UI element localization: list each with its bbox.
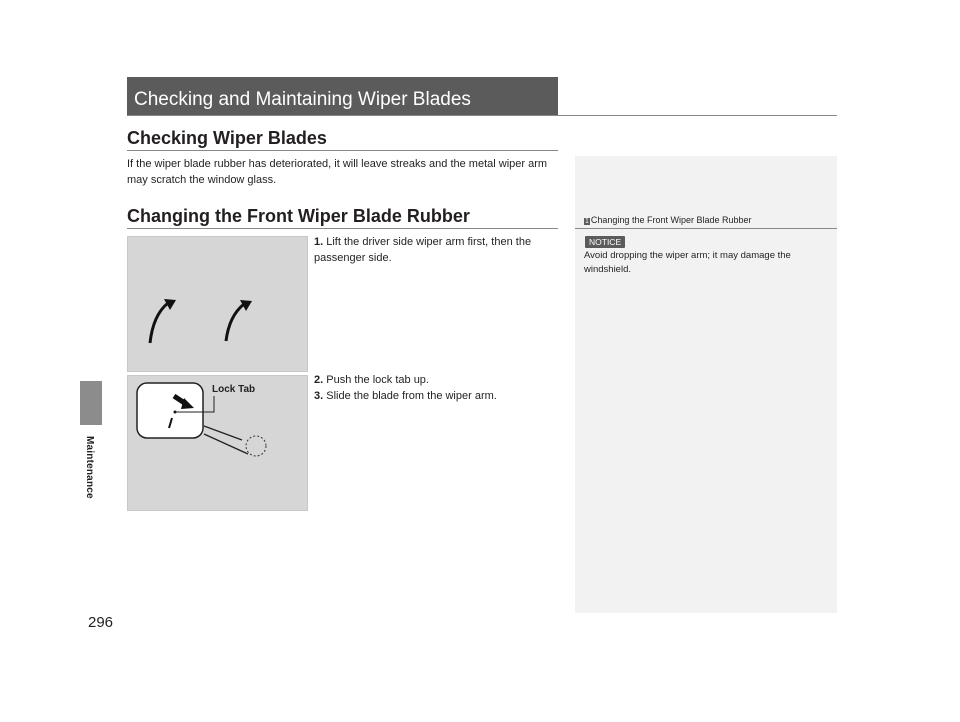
notice-badge: NOTICE xyxy=(585,236,625,248)
header-rule xyxy=(127,115,837,116)
sidebar-note-title xyxy=(584,215,752,225)
page-title: Checking and Maintaining Wiper Blades xyxy=(134,89,471,110)
lock-tab-drawing xyxy=(128,376,307,510)
step-text: Lift the driver side wiper arm first, then the passenger side. xyxy=(314,236,532,264)
step-3 xyxy=(314,388,560,404)
sidebar-note-text: Avoid dropping the wiper arm; it may damage the windshield. xyxy=(584,250,791,275)
step-text: Slide the blade from the wiper arm. xyxy=(326,390,497,402)
section-title-checking: Checking Wiper Blades xyxy=(127,128,327,148)
sidebar-note-title-text: Changing the Front Wiper Blade Rubber xyxy=(590,215,752,225)
wiper-arms-drawing xyxy=(128,237,307,371)
chapter-label: Maintenance xyxy=(84,436,95,499)
lock-tab-callout: Lock Tab xyxy=(212,384,256,395)
step-number: 2. xyxy=(314,374,324,386)
reference-icon: 1 xyxy=(585,218,589,225)
page-number: 296 xyxy=(88,614,114,631)
sidebar-note-rule xyxy=(575,228,837,229)
step-number: 3. xyxy=(314,390,324,402)
lock-tab-illustration xyxy=(127,375,308,511)
section-title-changing: Changing the Front Wiper Blade Rubber xyxy=(127,206,470,226)
step-2 xyxy=(314,372,560,388)
step-number: 1. xyxy=(314,236,324,248)
step-text: Push the lock tab up. xyxy=(326,374,429,386)
step-1 xyxy=(314,234,560,266)
chapter-tab-marker xyxy=(80,381,102,425)
section-rule xyxy=(127,228,558,229)
section-body-checking: If the wiper blade rubber has deteriorated, it will leave streaks and the metal wiper arm may scratch the window glass. xyxy=(127,158,548,186)
section-rule xyxy=(127,150,558,151)
wiper-arms-illustration xyxy=(127,236,308,372)
